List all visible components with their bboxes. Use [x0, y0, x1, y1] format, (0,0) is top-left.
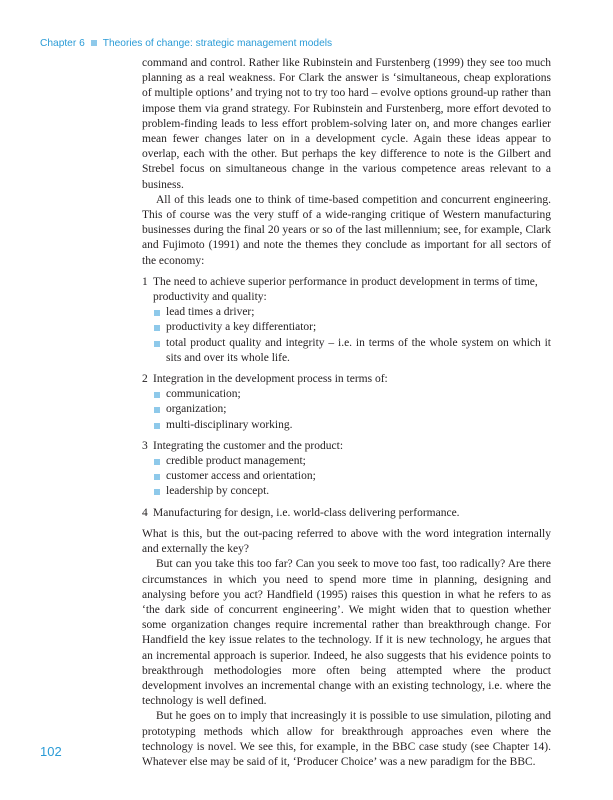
list-number: 4 — [142, 506, 148, 519]
bullet-item — [153, 484, 551, 499]
list-item-text: The need to achieve superior performance in product development in terms of time, productivity and quality: — [153, 275, 538, 304]
bullet-square-icon — [154, 423, 160, 429]
bullet-square-icon — [154, 310, 160, 316]
bullet-square-icon — [154, 341, 160, 347]
list-number: 2 — [142, 373, 148, 386]
list-item — [142, 506, 551, 521]
list-item-text: Integrating the customer and the product: — [153, 439, 344, 452]
bullet-item — [153, 387, 551, 402]
bullet-square-icon — [154, 474, 160, 480]
bullet-text: lead times a driver; — [166, 306, 255, 319]
bullet-square-icon — [154, 459, 160, 465]
paragraph: What is this, but the out-pacing referred to above with the word integration internally and externally the key? — [142, 527, 551, 556]
bullet-item — [153, 320, 551, 335]
running-head — [40, 38, 332, 49]
bullet-text: total product quality and integrity – i.e. in terms of the whole system on which it sits and over its whole life. — [166, 336, 551, 364]
bullet-item — [153, 454, 551, 469]
bullet-item — [153, 336, 551, 366]
separator-square-icon — [91, 40, 97, 46]
bullet-list — [153, 305, 551, 366]
list-number: 3 — [142, 439, 148, 452]
bullet-list — [153, 387, 551, 433]
bullet-text: leadership by concept. — [166, 485, 270, 498]
paragraph: But he goes on to imply that increasingly it is possible to use simulation, piloting and prototyping methods which allow for breakthrough approaches even where the technology is novel. We see this, for example, in the BBC case study (see Chapter 14). Whatever else may be said of it, ‘Producer Choice’ was a new paradigm for the BBC. — [142, 710, 551, 768]
chapter-label: Chapter 6 — [40, 38, 85, 49]
bullet-item — [153, 305, 551, 320]
paragraph: All of this leads one to think of time-based competition and concurrent engineering. This of course was the very stuff of a wide-ranging critique of Western manufacturing businesses during the final 20 years or so of the last millennium; see, for example, Clark and Fujimoto (1991) and note the themes they conclude as important for all sectors of the economy: — [142, 193, 551, 267]
bullet-item — [153, 418, 551, 433]
paragraph: command and control. Rather like Rubinstein and Furstenberg (1999) they see too much planning as a real weakness. For Clark the answer is ‘simultaneous, cheap explorations of multiple options’ and trying not to try too hard – evolve options ground-up rather than impose them via grand strategy. For Rubinstein and Furstenberg, more effort devoted to problem-finding leads to less effort problem-solving later on, and more changes earlier mean fewer changes later on in a development cycle. Again these ideas appear to overlap, each with the other. But perhaps the key difference to note is the Gilbert and Strebel focus on simultaneous change in the various competence areas relevant to a business. — [142, 57, 551, 191]
bullet-item — [153, 469, 551, 484]
bullet-square-icon — [154, 407, 160, 413]
chapter-title: Theories of change: strategic management models — [102, 38, 333, 49]
bullet-square-icon — [154, 489, 160, 495]
bullet-text: organization; — [166, 403, 227, 416]
body-text — [142, 56, 551, 770]
page-number: 102 — [40, 744, 62, 759]
bullet-square-icon — [154, 325, 160, 331]
bullet-text: credible product management; — [166, 455, 306, 468]
bullet-text: communication; — [166, 388, 241, 401]
paragraph: But can you take this too far? Can you seek to move too fast, too radically? Are there circumstances in which you need to spend more time in planning, designing and analysing before you act? Handfield (1995) raises this question in what he refers to as ‘the dark side of concurrent engineering’. We might widen that to question whether some organization changes require incremental rather than breakthrough change. For Handfield the key issue relates to the technology. If it is new technology, he argues that an incremental approach is superior. Indeed, he also suggests that his evidence points to breakthrough methodologies more often being attempted where the product development involves an incremental change with an existing technology, i.e. where the technology is well defined. — [142, 558, 551, 708]
bullet-text: customer access and orientation; — [166, 470, 316, 483]
list-item-text: Integration in the development process in terms of: — [153, 373, 388, 386]
bullet-list — [153, 454, 551, 500]
bullet-item — [153, 402, 551, 417]
bullet-text: multi-disciplinary working. — [166, 418, 293, 431]
bullet-text: productivity a key differentiator; — [166, 321, 317, 334]
numbered-list — [142, 275, 551, 521]
list-item — [142, 275, 551, 366]
bullet-square-icon — [154, 392, 160, 398]
list-item-text: Manufacturing for design, i.e. world-class delivering performance. — [153, 506, 460, 519]
list-item — [142, 372, 551, 433]
list-number: 1 — [142, 275, 148, 288]
list-item — [142, 439, 551, 500]
